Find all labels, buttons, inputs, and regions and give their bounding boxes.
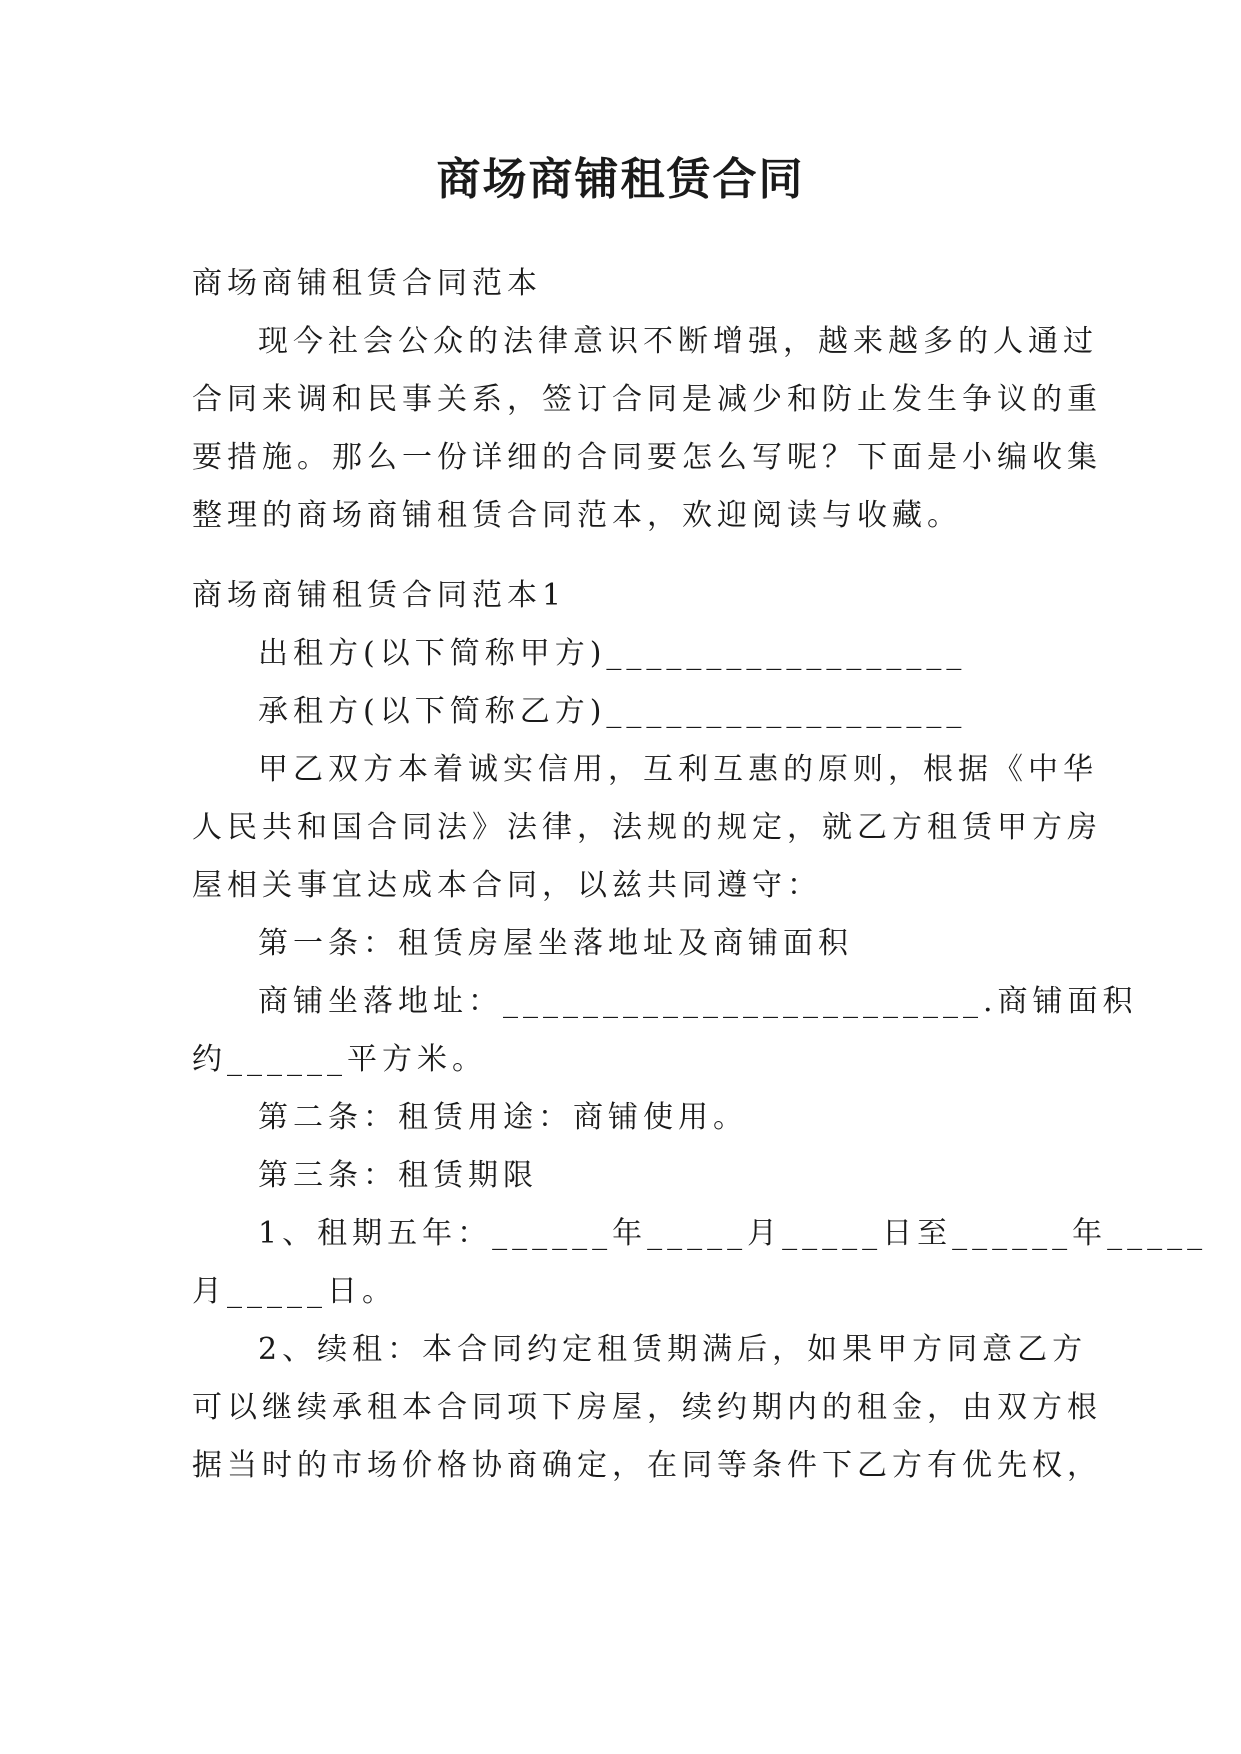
address-line: 商铺坐落地址：________________________.商铺面积	[258, 984, 1138, 1019]
document-title: 商场商铺租赁合同	[436, 154, 805, 205]
term-line: 1、租期五年：______年_____月_____日至______年_____	[258, 1216, 1208, 1251]
paragraph-line: 人民共和国合同法》法律，法规的规定，就乙方租赁甲方房	[192, 810, 1102, 845]
paragraph-line: 2、续租：本合同约定租赁期满后，如果甲方同意乙方	[258, 1332, 1088, 1367]
article-heading: 第三条：租赁期限	[258, 1158, 538, 1193]
article-heading: 第一条：租赁房屋坐落地址及商铺面积	[258, 926, 853, 961]
paragraph-line: 屋相关事宜达成本合同，以兹共同遵守：	[192, 868, 822, 903]
paragraph-line: 现今社会公众的法律意识不断增强，越来越多的人通过	[258, 324, 1098, 359]
paragraph-line: 要措施。那么一份详细的合同要怎么写呢？下面是小编收集	[192, 440, 1102, 475]
lessee-line: 承租方(以下简称乙方)__________________	[258, 694, 967, 729]
paragraph-line: 甲乙双方本着诚实信用，互利互惠的原则，根据《中华	[258, 752, 1098, 787]
term-line: 月_____日。	[192, 1274, 397, 1309]
paragraph-line: 可以继续承租本合同项下房屋，续约期内的租金，由双方根	[192, 1390, 1102, 1425]
paragraph-line: 据当时的市场价格协商确定，在同等条件下乙方有优先权，	[192, 1448, 1102, 1483]
article-heading: 第二条：租赁用途：商铺使用。	[258, 1100, 748, 1135]
lessor-line: 出租方(以下简称甲方)__________________	[258, 636, 967, 671]
intro-section	[192, 255, 1102, 545]
paragraph-line: 整理的商场商铺租赁合同范本，欢迎阅读与收藏。	[192, 498, 962, 533]
section-heading: 商场商铺租赁合同范本1	[192, 578, 567, 613]
area-line: 约______平方米。	[192, 1042, 487, 1077]
contract-section	[192, 567, 1208, 1495]
paragraph-line: 合同来调和民事关系，签订合同是减少和防止发生争议的重	[192, 382, 1102, 417]
subtitle-line: 商场商铺租赁合同范本	[192, 266, 542, 301]
